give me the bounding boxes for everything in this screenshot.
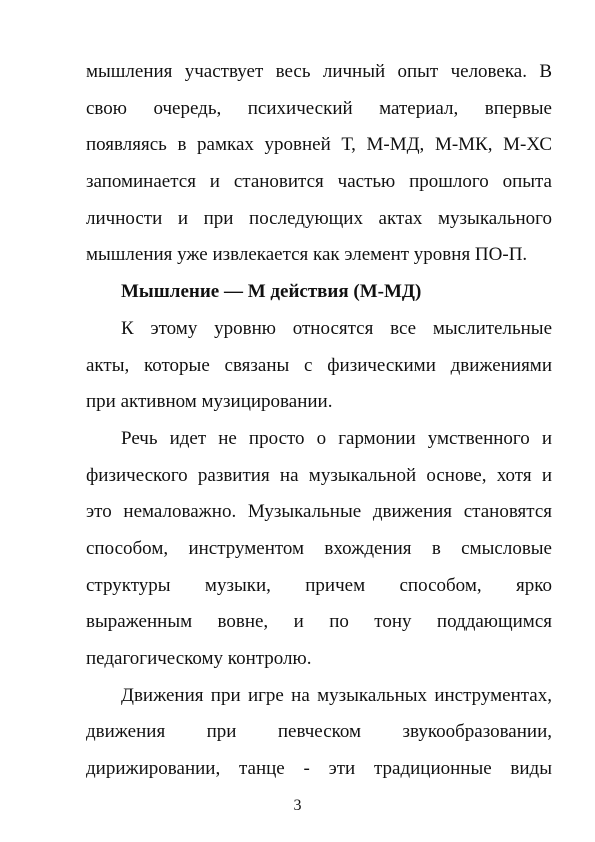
text-line: Речь идет не просто о гармонии умственного и xyxy=(121,427,552,449)
text-line: свою очередь, психический материал, впервые xyxy=(86,97,552,119)
text-line: запоминается и становится частью прошлого опыта xyxy=(86,171,552,193)
text-line: физического развития на музыкальной основе, хотя и xyxy=(86,464,552,486)
text-line: мышления участвует весь личный опыт человека. В xyxy=(86,61,552,82)
text-line: Движения при игре на музыкальных инструментах, xyxy=(121,684,552,706)
text-line: способом, инструментом вхождения в смысловые xyxy=(86,537,552,559)
text-line: мышления уже извлекается как элемент уровня ПО-П. xyxy=(86,244,528,266)
text-line: дирижировании, танце - эти традиционные виды xyxy=(86,758,552,780)
text-line: при активном музицировании. xyxy=(86,391,333,413)
text-line: педагогическому контролю. xyxy=(86,648,312,669)
text-line: акты, которые связаны с физическими движениями xyxy=(86,354,552,376)
text-line: выраженным вовне, и по тону поддающимся xyxy=(86,611,552,633)
text-line: структуры музыки, причем способом, ярко xyxy=(86,574,552,596)
text-line: это немаловажно. Музыкальные движения становятся xyxy=(86,501,552,523)
body-text xyxy=(86,54,552,788)
text-line: личности и при последующих актах музыкального xyxy=(86,207,552,229)
text-line: К этому уровню относятся все мыслительные xyxy=(121,317,552,339)
page-number: 3 xyxy=(293,797,302,814)
text-line: движения при певческом звукообразовании, xyxy=(86,721,552,743)
section-heading: Мышление — М действия (М-МД) xyxy=(121,281,422,303)
text-line: появляясь в рамках уровней Т, М-МД, М-МК, М-ХС xyxy=(86,134,552,156)
